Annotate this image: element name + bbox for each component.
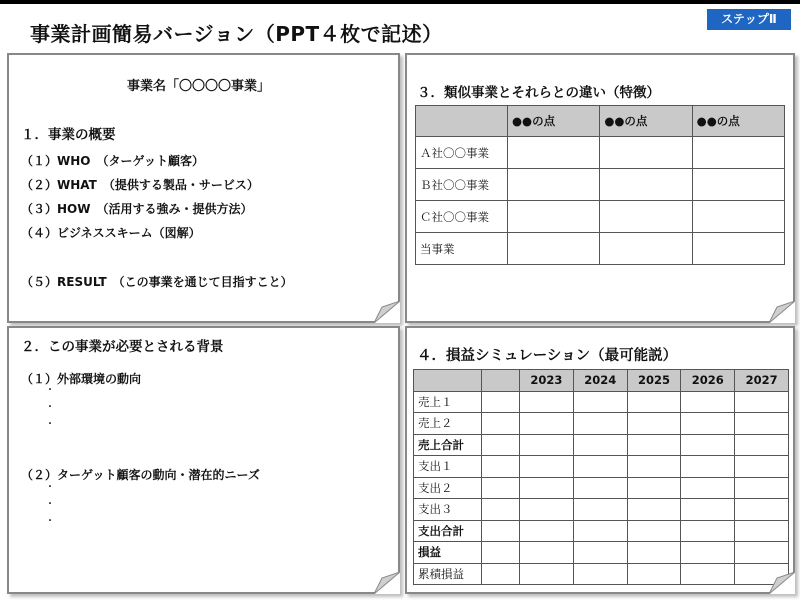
table-cell: [573, 434, 627, 456]
background-item-customer: （２）ターゲット顧客の動向・潜在的ニーズ: [21, 468, 260, 482]
year-header: 2025: [627, 370, 681, 392]
table-cell: [735, 542, 789, 564]
table-row: [414, 477, 789, 499]
table-cell: [681, 520, 735, 542]
background-item-environment: （１）外部環境の動向: [21, 372, 142, 386]
overview-item-scheme: （４）ビジネススキーム（図解）: [21, 226, 201, 240]
comparison-heading: ３．類似事業とそれらとの違い（特徴）: [417, 85, 660, 101]
table-cell: [482, 520, 520, 542]
table-cell: [573, 456, 627, 478]
table-cell: [681, 456, 735, 478]
overview-item-what: （２）WHAT （提供する製品・サービス）: [21, 178, 259, 192]
table-cell: [482, 434, 520, 456]
table-cell: [735, 434, 789, 456]
table-cell: [627, 563, 681, 585]
table-cell: [482, 542, 520, 564]
table-row: [416, 233, 785, 265]
table-cell: [681, 413, 735, 435]
table-row: [416, 169, 785, 201]
table-cell: [520, 499, 574, 521]
table-cell: [482, 499, 520, 521]
table-cell: [681, 542, 735, 564]
table-cell: [681, 391, 735, 413]
table-cell: [520, 477, 574, 499]
comparison-panel: [405, 53, 795, 323]
row-label: 売上１: [414, 391, 482, 413]
table-cell: [627, 499, 681, 521]
page-title: 事業計画簡易バージョン（PPT４枚で記述）: [30, 22, 443, 46]
row-label: Ｂ社〇〇事業: [416, 169, 508, 201]
table-row: [414, 456, 789, 478]
row-label: 損益: [414, 542, 482, 564]
table-cell: [735, 391, 789, 413]
bullet: ・: [45, 516, 55, 527]
row-label: 売上２: [414, 413, 482, 435]
table-cell: [681, 499, 735, 521]
pl-corner-cell: [414, 370, 482, 392]
table-cell: [735, 477, 789, 499]
table-row: [414, 542, 789, 564]
table-cell: [627, 477, 681, 499]
table-cell: [482, 391, 520, 413]
table-cell: [482, 456, 520, 478]
table-cell: [520, 413, 574, 435]
page-curl-icon: [374, 572, 400, 594]
overview-item-who: （１）WHO （ターゲット顧客）: [21, 154, 205, 168]
table-cell: [627, 391, 681, 413]
row-label: 売上合計: [414, 434, 482, 456]
comparison-column-header: ●●の点: [600, 106, 692, 137]
table-row: [414, 434, 789, 456]
overview-panel: [7, 53, 400, 323]
business-name: 事業名「〇〇〇〇事業」: [127, 79, 271, 94]
table-row: [414, 391, 789, 413]
table-cell: [627, 520, 681, 542]
table-cell: [573, 520, 627, 542]
table-row: [414, 413, 789, 435]
page-curl-icon: [374, 301, 400, 323]
pl-header-row: [414, 370, 789, 392]
table-cell: [482, 477, 520, 499]
table-cell: [520, 434, 574, 456]
table-row: [416, 201, 785, 233]
pl-corner-cell: [482, 370, 520, 392]
comparison-column-header: ●●の点: [692, 106, 784, 137]
table-cell: [573, 499, 627, 521]
year-header: 2026: [681, 370, 735, 392]
table-row: [416, 137, 785, 169]
table-row: [414, 563, 789, 585]
comparison-column-header: ●●の点: [508, 106, 600, 137]
table-cell: [520, 542, 574, 564]
table-cell: [627, 542, 681, 564]
bullet: ・: [45, 402, 55, 413]
row-label: 支出３: [414, 499, 482, 521]
table-cell: [520, 456, 574, 478]
step-badge: ステップⅡ: [707, 9, 791, 30]
row-label: 支出２: [414, 477, 482, 499]
table-cell: [735, 499, 789, 521]
background-panel: [7, 326, 400, 594]
year-header: 2027: [735, 370, 789, 392]
bullet: ・: [45, 385, 55, 396]
bullet: ・: [45, 499, 55, 510]
table-cell: [573, 542, 627, 564]
table-cell: [681, 477, 735, 499]
table-cell: [681, 434, 735, 456]
overview-item-how: （３）HOW （活用する強み・提供方法）: [21, 202, 253, 216]
comparison-corner-cell: [416, 106, 508, 137]
table-cell: [520, 520, 574, 542]
pl-simulation-panel: [405, 326, 795, 594]
table-cell: [735, 520, 789, 542]
top-border: [0, 0, 800, 4]
overview-heading: １．事業の概要: [21, 127, 116, 143]
table-cell: [573, 477, 627, 499]
year-header: 2024: [573, 370, 627, 392]
row-label: 支出合計: [414, 520, 482, 542]
table-cell: [627, 456, 681, 478]
year-header: 2023: [520, 370, 574, 392]
page-curl-icon: [769, 301, 795, 323]
pl-table: [413, 369, 789, 585]
table-cell: [520, 391, 574, 413]
bullet: ・: [45, 419, 55, 430]
comparison-table: [415, 105, 785, 265]
row-label: Ｃ社〇〇事業: [416, 201, 508, 233]
row-label: Ａ社〇〇事業: [416, 137, 508, 169]
background-heading: ２．この事業が必要とされる背景: [21, 339, 224, 355]
table-cell: [735, 413, 789, 435]
table-cell: [627, 434, 681, 456]
table-row: [414, 499, 789, 521]
row-label: 累積損益: [414, 563, 482, 585]
row-label: 支出１: [414, 456, 482, 478]
table-cell: [482, 413, 520, 435]
table-row: [414, 520, 789, 542]
comparison-header-row: [416, 106, 785, 137]
table-cell: [573, 563, 627, 585]
table-cell: [681, 563, 735, 585]
pl-heading: ４．損益シミュレーション（最可能説）: [417, 348, 678, 364]
table-cell: [573, 391, 627, 413]
table-cell: [627, 413, 681, 435]
table-cell: [482, 563, 520, 585]
bullet: ・: [45, 482, 55, 493]
row-label: 当事業: [416, 233, 508, 265]
overview-item-result: （５）RESULT （この事業を通じて目指すこと）: [21, 275, 293, 289]
table-cell: [735, 456, 789, 478]
table-cell: [573, 413, 627, 435]
table-cell: [520, 563, 574, 585]
page-curl-icon: [769, 572, 795, 594]
